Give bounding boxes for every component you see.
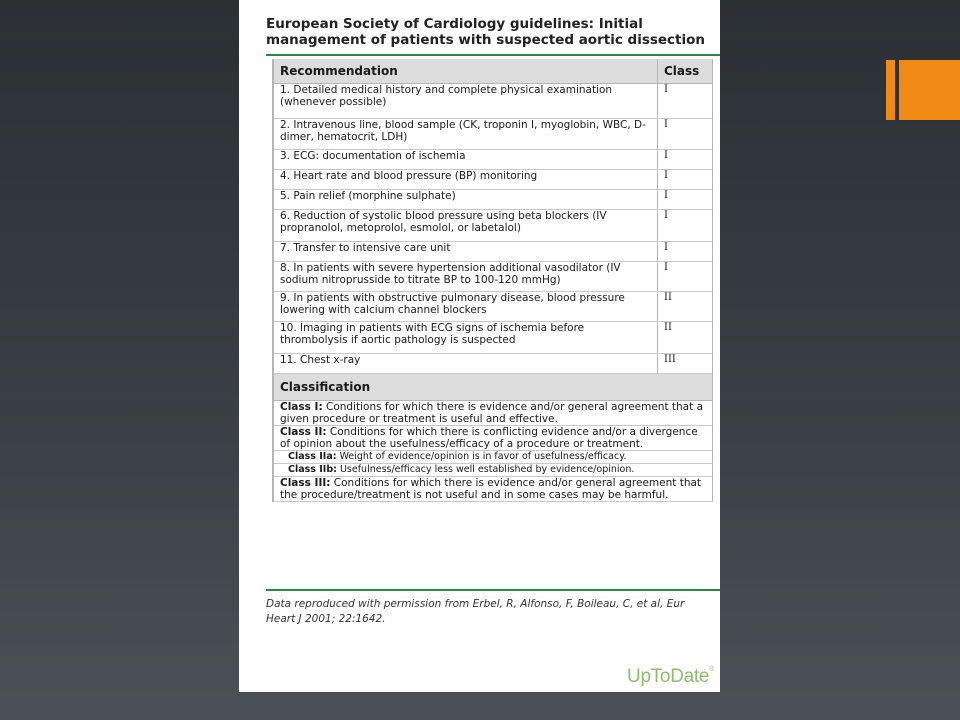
class-cell: I bbox=[658, 119, 713, 150]
class-cell: III bbox=[658, 354, 713, 374]
accent-block bbox=[899, 60, 960, 120]
classification-row bbox=[273, 426, 713, 451]
class-cell: I bbox=[658, 84, 713, 119]
classification-header: Classification bbox=[273, 374, 713, 401]
classification-definition bbox=[273, 401, 713, 426]
accent-bar bbox=[886, 60, 895, 120]
classification-row bbox=[273, 464, 713, 477]
class-description: Usefulness/efficacy less well established by evidence/opinion. bbox=[336, 464, 635, 475]
uptodate-logo bbox=[627, 666, 714, 688]
header-recommendation: Recommendation bbox=[273, 59, 658, 84]
classification-definition bbox=[273, 451, 713, 464]
class-cell: I bbox=[658, 150, 713, 170]
classification-definition bbox=[273, 477, 713, 502]
class-description: Weight of evidence/opinion is in favor of usefulness/efficacy. bbox=[336, 451, 627, 462]
table-row bbox=[273, 150, 713, 170]
table-row bbox=[273, 242, 713, 262]
class-label: Class III: bbox=[280, 477, 331, 489]
class-description: Conditions for which there is evidence and/or general agreement that the procedure/treatment is not useful and in some cases may be harmful. bbox=[280, 477, 702, 501]
class-label: Class I: bbox=[280, 401, 323, 413]
table-row bbox=[273, 354, 713, 374]
classification-row bbox=[273, 401, 713, 426]
table-header-row bbox=[273, 59, 713, 84]
table-row bbox=[273, 210, 713, 242]
classification-definition bbox=[273, 464, 713, 477]
class-cell: I bbox=[658, 170, 713, 190]
table-row bbox=[273, 119, 713, 150]
classification-row bbox=[273, 477, 713, 502]
table-row bbox=[273, 190, 713, 210]
footer-rule bbox=[266, 589, 720, 591]
class-label: Class IIb: bbox=[288, 464, 337, 475]
recommendation-cell: 3. ECG: documentation of ischemia bbox=[273, 150, 658, 170]
table-row bbox=[273, 262, 713, 292]
recommendation-cell: 6. Reduction of systolic blood pressure using beta blockers (IV propranolol, metoprolol, esmolol, or labetalol) bbox=[273, 210, 658, 242]
recommendation-cell: 4. Heart rate and blood pressure (BP) monitoring bbox=[273, 170, 658, 190]
source-footnote: Data reproduced with permission from Erbel, R, Alfonso, F, Boileau, C, et al, Eur Heart J 2001; 22:1642. bbox=[266, 598, 685, 625]
header-class: Class bbox=[658, 59, 713, 84]
class-cell: II bbox=[658, 292, 713, 322]
table-row bbox=[273, 84, 713, 119]
class-description: Conditions for which there is conflicting evidence and/or a divergence of opinion about the usefulness/efficacy of a procedure or treatment. bbox=[280, 426, 698, 450]
recommendation-cell: 7. Transfer to intensive care unit bbox=[273, 242, 658, 262]
recommendation-cell: 9. In patients with obstructive pulmonary disease, blood pressure lowering with calcium channel blockers bbox=[273, 292, 658, 322]
table-row bbox=[273, 322, 713, 354]
logo-registered-mark: ® bbox=[709, 666, 714, 673]
class-cell: I bbox=[658, 242, 713, 262]
class-cell: I bbox=[658, 262, 713, 292]
document-title: European Society of Cardiology guidelines: Initial management of patients with suspected aortic dissection bbox=[266, 16, 706, 48]
classification-definition bbox=[273, 426, 713, 451]
recommendation-cell: 2. Intravenous line, blood sample (CK, troponin I, myoglobin, WBC, D-dimer, hematocrit, LDH) bbox=[273, 119, 658, 150]
recommendation-cell: 10. Imaging in patients with ECG signs of ischemia before thrombolysis if aortic pathology is suspected bbox=[273, 322, 658, 354]
recommendation-cell: 5. Pain relief (morphine sulphate) bbox=[273, 190, 658, 210]
class-label: Class II: bbox=[280, 426, 327, 438]
classification-header-row bbox=[273, 374, 713, 401]
class-description: Conditions for which there is evidence and/or general agreement that a given procedure or treatment is useful and effective. bbox=[280, 401, 704, 425]
title-rule bbox=[266, 54, 720, 56]
recommendation-cell: 1. Detailed medical history and complete physical examination (whenever possible) bbox=[273, 84, 658, 119]
document-image bbox=[239, 0, 720, 692]
table-row bbox=[273, 170, 713, 190]
recommendation-cell: 8. In patients with severe hypertension additional vasodilator (IV sodium nitroprusside to titrate BP to 100-120 mmHg) bbox=[273, 262, 658, 292]
class-cell: I bbox=[658, 210, 713, 242]
table-row bbox=[273, 292, 713, 322]
class-label: Class IIa: bbox=[288, 451, 337, 462]
class-cell: II bbox=[658, 322, 713, 354]
logo-text: UpToDate bbox=[627, 666, 710, 687]
recommendations-table bbox=[272, 59, 713, 502]
classification-row bbox=[273, 451, 713, 464]
class-cell: I bbox=[658, 190, 713, 210]
recommendation-cell: 11. Chest x-ray bbox=[273, 354, 658, 374]
